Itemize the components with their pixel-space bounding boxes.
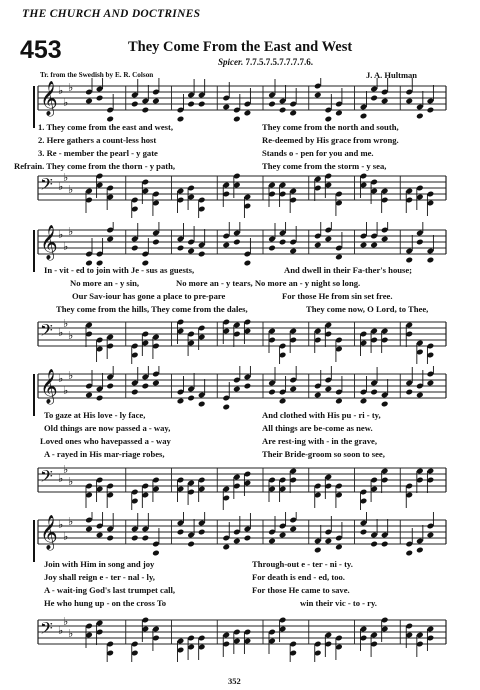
flat-icon: ♭ [58,326,64,339]
lyric-line-left: Join with Him in song and joy [44,559,155,569]
composer-credit: J. A. Hultman [366,70,418,80]
lyrics-system-4 [0,558,480,614]
treble-clef-icon: 𝄞 [40,515,58,550]
lyric-line-right: And clothed with His pu - ri - ty, [262,410,381,420]
treble-clef-icon: 𝄞 [40,225,58,260]
flat-icon: ♭ [58,228,64,241]
translator-credit: Tr. from the Swedish by E. R. Colson [40,71,154,79]
flat-icon: ♭ [68,627,74,640]
lyric-line-left: Our Sav-iour has gone a place to pre-pare [72,291,226,301]
meter: 7.7.5.7.5.7.7.7.7.6. [245,57,314,67]
lyric-line-right: No more an - y tears, No more an - y night so long. [176,278,361,288]
music-staff-system-4-treble [0,512,480,562]
lyric-line-left: A - wait-ing God's last trumpet call, [44,585,176,595]
lyric-line-left: In - vit - ed to join with Je - sus as guests, [44,265,195,275]
lyric-line-right: Through-out e - ter - ni - ty. [252,559,353,569]
lyric-line-right: Their Bride-groom so soon to see, [262,449,385,459]
lyric-line-left: 2. Here gathers a count-less host [38,135,157,145]
flat-icon: ♭ [63,240,69,253]
lyric-line-left: He who hung up - on the cross To [44,598,167,608]
flat-icon: ♭ [63,171,69,184]
lyric-line-right: Are rest-ing with - in the grave, [262,436,377,446]
flat-icon: ♭ [63,317,69,330]
lyric-line-right: win their vic - to - ry. [300,598,377,608]
lyric-line-left: 1. They come from the east and west, [38,122,174,132]
lyric-line-left: A - rayed in His mar-riage robes, [44,449,165,459]
flat-icon: ♭ [63,384,69,397]
lyric-line-left: They come from the hills, They come from the dales, [56,304,248,314]
music-staff-system-4-bass [0,612,480,662]
flat-icon: ♭ [68,183,74,196]
flat-icon: ♭ [58,372,64,385]
flat-icon: ♭ [68,81,74,94]
lyric-line-right: Stands o - pen for you and me. [262,148,374,158]
lyric-line-right: Re-deemed by His grace from wrong. [262,135,399,145]
lyric-line-left: Old things are now passed a - way, [44,423,171,433]
flat-icon: ♭ [58,518,64,531]
flat-icon: ♭ [68,369,74,382]
flat-icon: ♭ [58,180,64,193]
treble-clef-icon: 𝄞 [40,81,58,116]
music-staff-system-3-bass [0,460,480,510]
hymn-title: They Come From the East and West [128,39,353,55]
lyric-line-right: They come from the storm - y sea, [262,161,387,171]
bass-clef-icon: 𝄢 [40,618,53,642]
lyrics-system-3 [0,409,480,465]
page-number: 352 [228,676,241,686]
music-staff-system-2-bass [0,314,480,364]
lyrics-system-2 [0,264,480,320]
treble-clef-icon: 𝄞 [40,369,58,404]
flat-icon: ♭ [68,329,74,342]
lyric-line-left: 3. Re - member the pearl - y gate [38,148,158,158]
lyric-line-left: Joy shall reign e - ter - nal - ly, [44,572,155,582]
lyric-line-left: To gaze at His love - ly face, [44,410,146,420]
hymn-number: 453 [20,36,62,64]
flat-icon: ♭ [63,96,69,109]
flat-icon: ♭ [58,472,64,485]
lyric-line-right: They come from the north and south, [262,122,399,132]
tune-info [218,57,313,67]
flat-icon: ♭ [68,475,74,488]
lyric-line-right: They come now, O Lord, to Thee, [306,304,429,314]
bass-clef-icon: 𝄢 [40,466,53,490]
flat-icon: ♭ [68,225,74,238]
lyric-line-left: Refrain. They come from the thorn - y path, [14,161,176,171]
flat-icon: ♭ [58,624,64,637]
lyric-line-right: For those He from sin set free. [282,291,393,301]
bass-clef-icon: 𝄢 [40,174,53,198]
bass-clef-icon: 𝄢 [40,320,53,344]
lyric-line-left: No more an - y sin, [70,278,140,288]
flat-icon: ♭ [68,515,74,528]
tune-name: Spicer. [218,57,244,67]
lyric-line-right: And dwell in their Fa-ther's house; [284,265,413,275]
lyric-line-right: All things are be-come as new. [262,423,373,433]
flat-icon: ♭ [63,463,69,476]
section-title: THE CHURCH AND DOCTRINES [22,8,201,20]
flat-icon: ♭ [58,84,64,97]
music-staff-system-1-bass [0,168,480,218]
flat-icon: ♭ [63,615,69,628]
lyric-line-right: For those He came to save. [252,585,350,595]
lyric-line-left: Loved ones who havepassed a - way [40,436,171,446]
flat-icon: ♭ [63,530,69,543]
lyric-line-right: For death is end - ed, too. [252,572,345,582]
